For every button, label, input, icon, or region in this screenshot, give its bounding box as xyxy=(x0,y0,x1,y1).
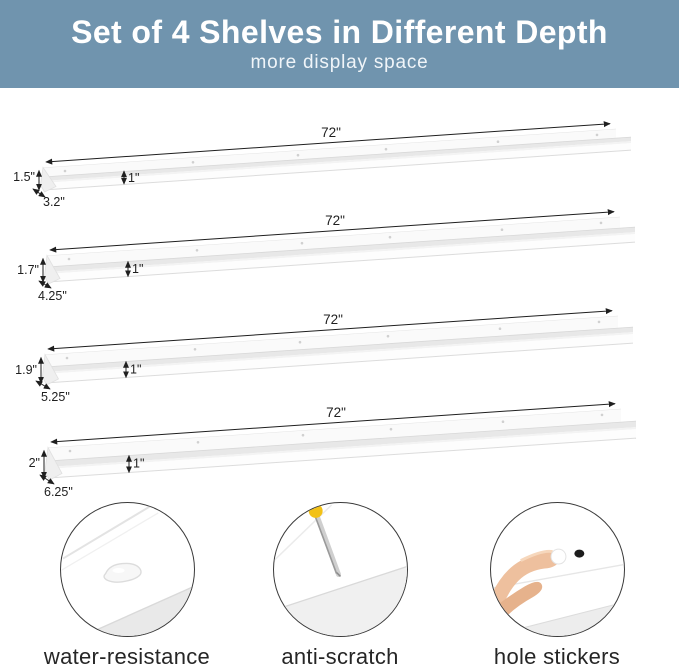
anti-scratch-photo xyxy=(273,502,408,637)
shelf-2-length-label: 72" xyxy=(325,213,345,228)
page-subtitle: more display space xyxy=(250,51,429,73)
water-resistance-photo xyxy=(60,502,195,637)
shelf-1-height-label: 1.5" xyxy=(13,170,35,184)
hand-placing-sticker-icon xyxy=(491,503,624,636)
feature-label-water-resistance: water-resistance xyxy=(43,644,211,667)
shelf-3-depth-label: 5.25" xyxy=(41,390,70,404)
shelf-2-illustration xyxy=(17,212,635,303)
shelf-1-depth-label: 3.2" xyxy=(43,195,65,209)
feature-highlights xyxy=(0,502,679,667)
screwdriver-icon xyxy=(274,503,407,636)
shelf-2-depth-label: 4.25" xyxy=(38,289,67,303)
shelf-4-depth-label: 6.25" xyxy=(44,485,73,499)
shelf-2-inner-height-label: 1" xyxy=(132,262,144,276)
shelf-3-inner-height-label: 1" xyxy=(130,362,142,377)
water-droplet-icon xyxy=(61,503,194,636)
shelf-1-illustration xyxy=(13,124,631,209)
shelf-3-length-label: 72" xyxy=(323,312,343,327)
shelf-4-length-label: 72" xyxy=(326,405,346,420)
shelf-2-height-label: 1.7" xyxy=(17,263,39,277)
feature-hole-stickers xyxy=(457,502,657,667)
shelf-3-illustration xyxy=(15,311,633,404)
feature-label-hole-stickers: hole stickers xyxy=(493,644,621,667)
shelf-1-length-label: 72" xyxy=(321,125,341,140)
feature-anti-scratch xyxy=(240,502,440,667)
shelf-3-height-label: 1.9" xyxy=(15,363,37,377)
shelf-4-inner-height-label: 1" xyxy=(133,456,145,471)
shelf-4-illustration xyxy=(29,404,636,499)
page-title: Set of 4 Shelves in Different Depth xyxy=(71,14,608,51)
hole-stickers-photo xyxy=(490,502,625,637)
shelf-4-height-label: 2" xyxy=(28,456,40,470)
feature-label-anti-scratch: anti-scratch xyxy=(281,644,399,667)
feature-water-resistance xyxy=(27,502,227,667)
shelf-1-inner-height-label: 1" xyxy=(128,171,140,185)
